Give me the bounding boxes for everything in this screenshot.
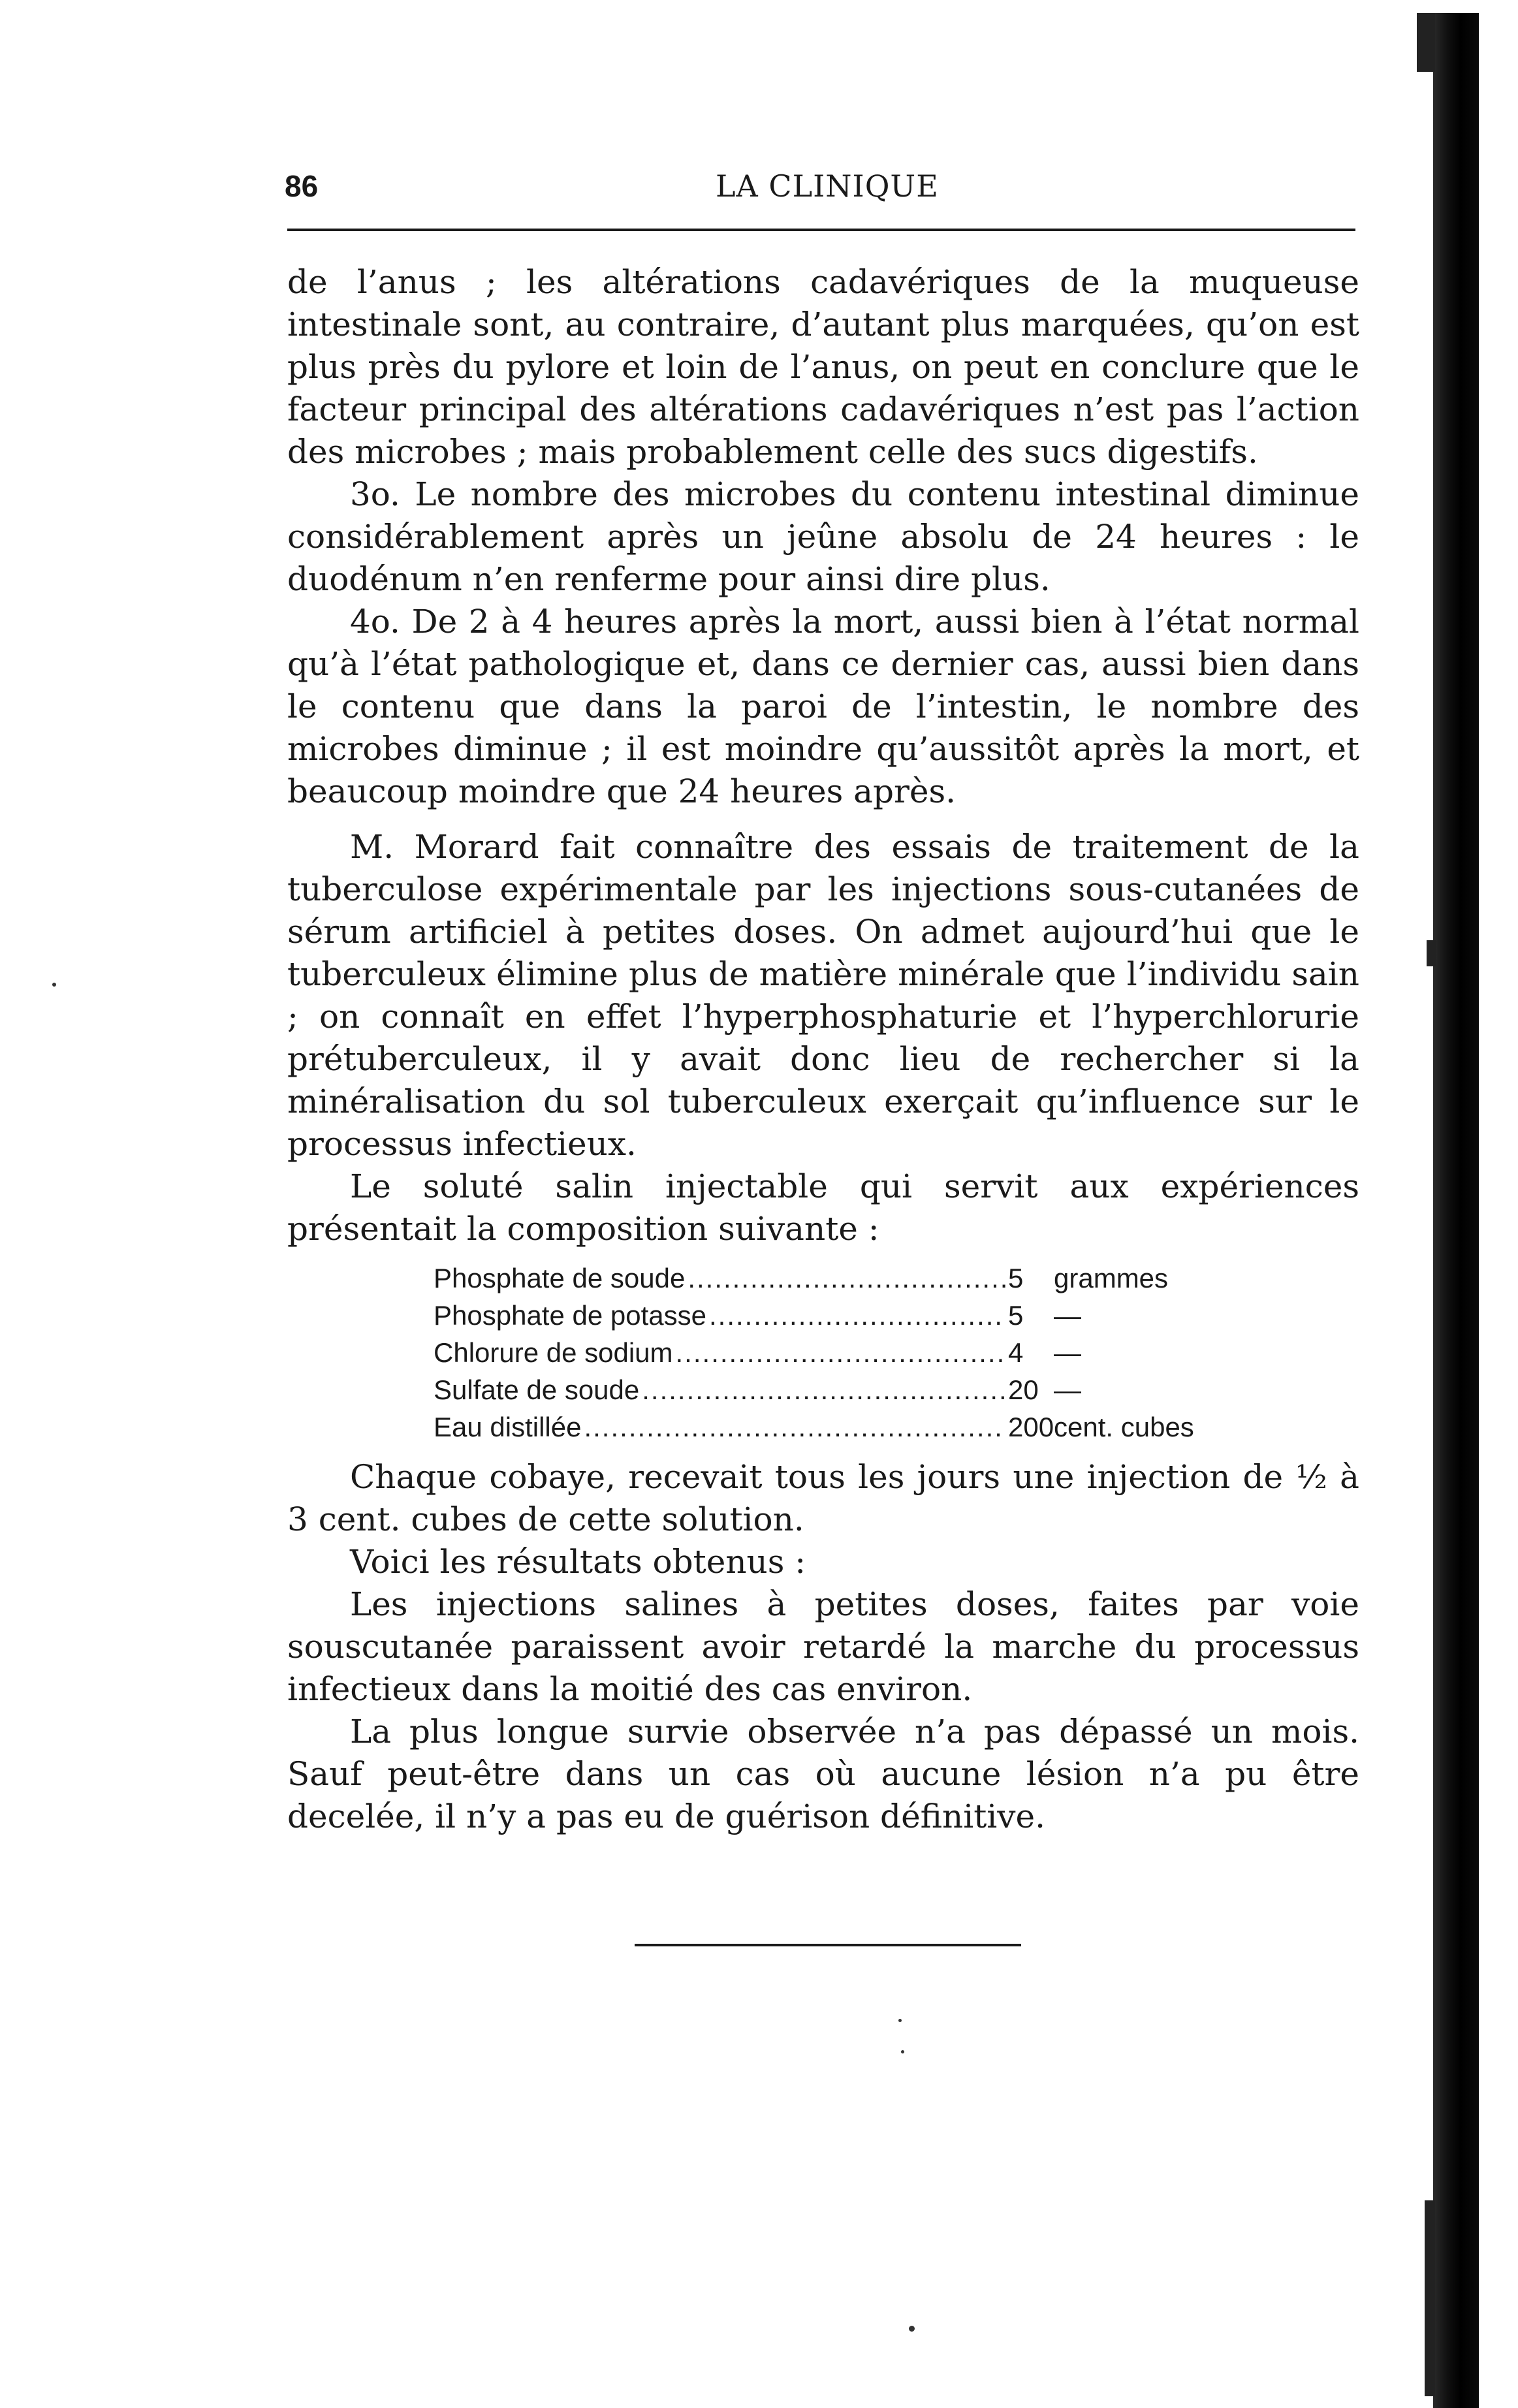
leader-dots <box>584 1408 1005 1446</box>
composition-row <box>434 1259 1230 1297</box>
ingredient-quantity: 4 <box>1008 1337 1024 1368</box>
page-edge-shadow <box>1433 13 1479 2408</box>
page-header <box>285 168 1355 208</box>
composition-row <box>434 1408 1230 1446</box>
composition-row <box>434 1297 1230 1334</box>
ingredient-name: Sulfate de soude <box>434 1374 640 1405</box>
ingredient-name: Eau distillée <box>434 1412 582 1442</box>
leader-dots <box>676 1334 1005 1371</box>
composition-row <box>434 1334 1230 1371</box>
paragraph: 3o. Le nombre des microbes du contenu intestinal diminue considérablement après un jeûne absolu de 24 heures : le duodénum n’en renferme pour ainsi dire plus. <box>287 475 1359 598</box>
paragraph: Chaque cobaye, recevait tous les jours une injection de ½ à 3 cent. cubes de cette solution. <box>287 1458 1359 1538</box>
ingredient-quantity: 200 <box>1008 1412 1054 1442</box>
body-text <box>287 261 1359 1838</box>
print-speck <box>898 2019 902 2022</box>
print-speck <box>52 983 56 987</box>
ingredient-quantity: 5 <box>1008 1263 1024 1293</box>
ingredient-unit: — <box>1054 1300 1081 1331</box>
ingredient-quantity: 5 <box>1008 1300 1024 1331</box>
paragraph: Le soluté salin injectable qui servit aux expériences présentait la composition suivante : <box>287 1167 1359 1248</box>
page-number: 86 <box>285 169 319 203</box>
print-speck <box>909 2326 915 2332</box>
page-edge-notch <box>1427 940 1436 966</box>
ingredient-name: Phosphate de soude <box>434 1263 686 1293</box>
paragraph: de l’anus ; les altérations cadavériques de la muqueuse intestinale sont, au contraire, d’autant plus marquées, qu’on est plus près du pylore et loin de l’anus, on peut en conclure que le facteur principal des altérations cadavériques n’est pas l’action des microbes ; mais probablement celle des sucs digestifs. <box>287 263 1359 471</box>
ingredient-unit: cent. cubes <box>1054 1412 1194 1442</box>
page-edge-notch <box>1425 2200 1435 2396</box>
leader-dots <box>709 1297 1005 1334</box>
ingredient-quantity: 20 <box>1008 1374 1039 1405</box>
ingredient-unit: grammes <box>1054 1263 1169 1293</box>
paragraph: La plus longue survie observée n’a pas dépassé un mois. Sauf peut-être dans un cas où aucune lésion n’a pu être decelée, il n’y a pas eu de guérison définitive. <box>287 1713 1359 1835</box>
composition-table <box>434 1259 1230 1446</box>
leader-dots <box>642 1371 1005 1408</box>
closing-rule <box>635 1944 1021 1946</box>
paragraph: Voici les résultats obtenus : <box>350 1543 806 1581</box>
ingredient-name: Chlorure de sodium <box>434 1337 673 1368</box>
leader-dots <box>688 1259 1005 1297</box>
header-rule <box>287 229 1355 231</box>
running-title: LA CLINIQUE <box>716 168 939 204</box>
paragraph: Les injections salines à petites doses, faites par voie souscutanée paraissent avoir retardé la marche du processus infectieux dans la moitié des cas environ. <box>287 1585 1359 1708</box>
print-speck <box>901 2050 904 2053</box>
composition-row <box>434 1371 1230 1408</box>
page-edge-notch <box>1417 13 1435 72</box>
ingredient-name: Phosphate de potasse <box>434 1300 706 1331</box>
paragraph: M. Morard fait connaître des essais de traitement de la tuberculose expérimentale par les injections sous-cutanées de sérum artificiel à petites doses. On admet aujourd’hui que le tuberculeux élimine plus de matière minérale que l’individu sain ; on connaît en effet l’hyperphosphaturie et l’hyperchlorurie prétuberculeux, il y avait donc lieu de rechercher si la minéralisation du sol tuberculeux exerçait qu’influence sur le processus infectieux. <box>287 828 1359 1163</box>
ingredient-unit: — <box>1054 1337 1081 1368</box>
paragraph: 4o. De 2 à 4 heures après la mort, aussi bien à l’état normal qu’à l’état pathologique et, dans ce dernier cas, aussi bien dans le contenu que dans la paroi de l’intestin, le nombre des microbes diminue ; il est moindre qu’aussitôt après la mort, et beaucoup moindre que 24 heures après. <box>287 603 1359 810</box>
ingredient-unit: — <box>1054 1374 1081 1405</box>
